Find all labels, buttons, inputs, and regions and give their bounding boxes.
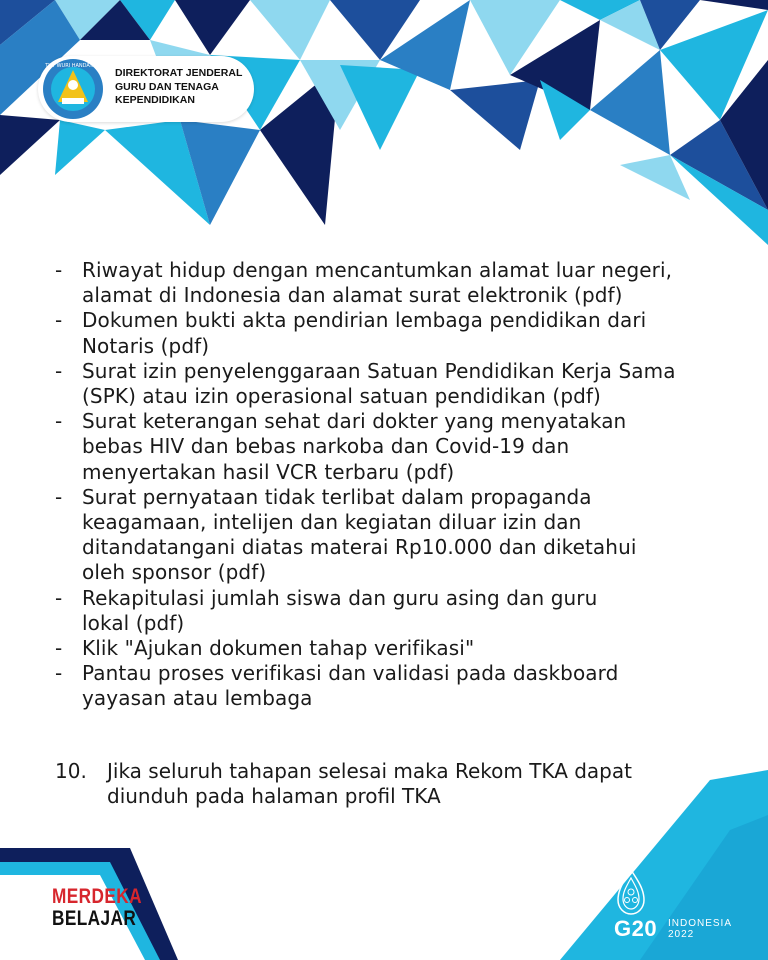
list-bullet: - [55, 308, 63, 333]
list-bullet: - [55, 636, 63, 661]
step-number: 10. [55, 759, 87, 783]
list-bullet: - [55, 585, 63, 610]
list-bullet: - [55, 661, 63, 686]
g20-country: INDONESIA [668, 918, 733, 929]
svg-text:TUT WURI HANDAYANI: TUT WURI HANDAYANI [45, 63, 101, 69]
list-item-text: Rekapitulasi jumlah siswa dan guru asing dan guru lokal (pdf) [82, 585, 598, 635]
list-item [55, 485, 725, 586]
list-item [55, 308, 725, 358]
merdeka-text: MERDEKA [52, 885, 142, 908]
g20-label: G20 [614, 916, 658, 941]
step-text: Jika seluruh tahapan selesai maka Rekom TKA dapat diunduh pada halaman profil TKA [107, 759, 632, 809]
list-bullet: - [55, 358, 63, 383]
org-name-line2: GURU DAN TENAGA [115, 80, 219, 93]
list-bullet: - [55, 484, 63, 509]
list-item-text: Dokumen bukti akta pendirian lembaga pendidikan dari Notaris (pdf) [82, 308, 647, 358]
requirements-list [55, 258, 725, 712]
merdeka-belajar-logo [52, 886, 142, 930]
g20-year: 2022 [668, 929, 695, 940]
list-bullet: - [55, 258, 63, 282]
list-bullet: - [55, 409, 63, 434]
list-item-text: Surat pernyataan tidak terlibat dalam propaganda keagamaan, intelijen dan kegiatan diluar izin dan ditandatangani diatas materai Rp10.000 dan diketahui oleh sponsor (pdf) [82, 484, 637, 585]
g20-subtitle [668, 918, 732, 940]
org-name [115, 67, 255, 108]
g20-gunungan-icon [613, 868, 649, 916]
org-name-line1: DIREKTORAT JENDERAL [115, 67, 243, 79]
tut-wuri-handayani-icon [42, 58, 104, 120]
header-triangle-pattern [0, 0, 768, 245]
list-item [55, 636, 725, 661]
list-item [55, 359, 725, 409]
list-item [55, 661, 725, 711]
list-item-text: Surat izin penyelenggaraan Satuan Pendidikan Kerja Sama (SPK) atau izin operasional satuan pendidikan (pdf) [82, 358, 676, 409]
list-item-text: Klik "Ajukan dokumen tahap verifikasi" [82, 636, 475, 661]
list-item [55, 258, 725, 308]
belajar-text: BELAJAR [52, 907, 137, 930]
list-item [55, 586, 725, 636]
list-item-text: Pantau proses verifikasi dan validasi pada daskboard yayasan atau lembaga [82, 661, 619, 711]
list-item-text: Riwayat hidup dengan mencantumkan alamat luar negeri, alamat di Indonesia dan alamat surat elektronik (pdf) [82, 258, 673, 308]
list-item [55, 409, 725, 485]
org-name-line3: KEPENDIDIKAN [115, 94, 195, 106]
list-item-text: Surat keterangan sehat dari dokter yang menyatakan bebas HIV dan bebas narkoba dan Covid-19 dan menyertakan hasil VCR terbaru (pdf) [82, 409, 627, 484]
